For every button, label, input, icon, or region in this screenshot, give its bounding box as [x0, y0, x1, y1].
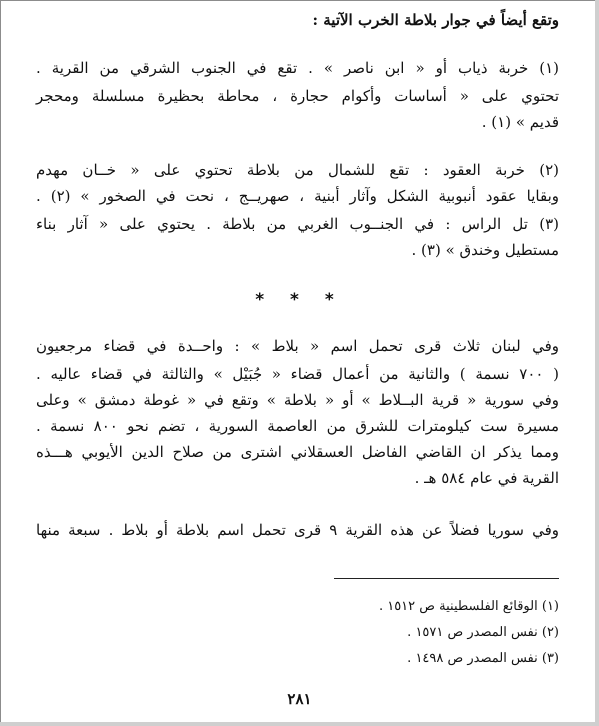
item-1-line-1: (١) خربة ذياب أو « ابن ناصر » . تقع في الجنوب الشرقي من القرية .	[36, 59, 559, 77]
footnote-2: (٢) نفس المصدر ص ١٥٧١ .	[407, 625, 559, 640]
paragraph-line-3: وفي سورية « قرية البــلاط » أو « بلاطة » وتقع في « غوطة دمشق » وعلى	[36, 391, 559, 409]
item-1-line-3: قديم » (١) .	[481, 113, 559, 131]
footnote-3: (٣) نفس المصدر ص ١٤٩٨ .	[407, 651, 559, 666]
paragraph-line-2: ( ٧٠٠ نسمة ) والثانية من أعمال قضاء « جُبَيْل » والثالثة في قضاء عاليه .	[36, 365, 559, 383]
item-3-line-1: (٣) تل الراس : في الجنــوب الغربي من بلاطة . يحتوي على « آثار بناء	[36, 215, 559, 233]
page-number: ٢٨١	[287, 690, 312, 708]
paragraph-line-5: ومما يذكر ان القاضي الفاضل العسقلاني اشترى من صلاح الدين الأيوبي هـــذه	[36, 443, 559, 461]
section-separator: * * *	[255, 290, 344, 310]
item-2-line-2: وبقايا عقود أنبوبية الشكل وآثار أبنية ، صهريــج ، نحت في الصخور » (٢) .	[36, 187, 560, 205]
item-3-line-2: مستطيل وخندق » (٣) .	[411, 241, 559, 259]
scan-edge-bottom	[0, 722, 599, 726]
paragraph-line-6: القرية في عام ٥٨٤ هـ .	[414, 469, 559, 487]
intro-line: وتقع أيضاً في جوار بلاطة الخرب الآتية :	[312, 11, 559, 29]
footnote-rule	[334, 578, 559, 579]
paragraph-line-1: وفي لبنان ثلاث قرى تحمل اسم « بلاط » : واحــدة في قضاء مرجعيون	[36, 337, 559, 355]
scan-edge-right	[595, 0, 599, 726]
closing-line: وفي سوريا فضلاً عن هذه القرية ٩ قرى تحمل اسم بلاطة أو بلاط . سبعة منها	[36, 521, 559, 539]
paragraph-line-4: مسيرة ست كيلومترات للشرق من العاصمة السورية ، تضم نحو ٨٠٠ نسمة .	[36, 417, 559, 435]
item-1-line-2: تحتوي على « أساسات وأكوام حجارة ، محاطة بحظيرة مسلسلة ومحجر	[36, 87, 559, 105]
item-2-line-1: (٢) خربة العقود : تقع للشمال من بلاطة تحتوي على « خــان مهدم	[36, 161, 559, 179]
footnote-1: (١) الوقائع الفلسطينية ص ١٥١٢ .	[378, 599, 559, 614]
